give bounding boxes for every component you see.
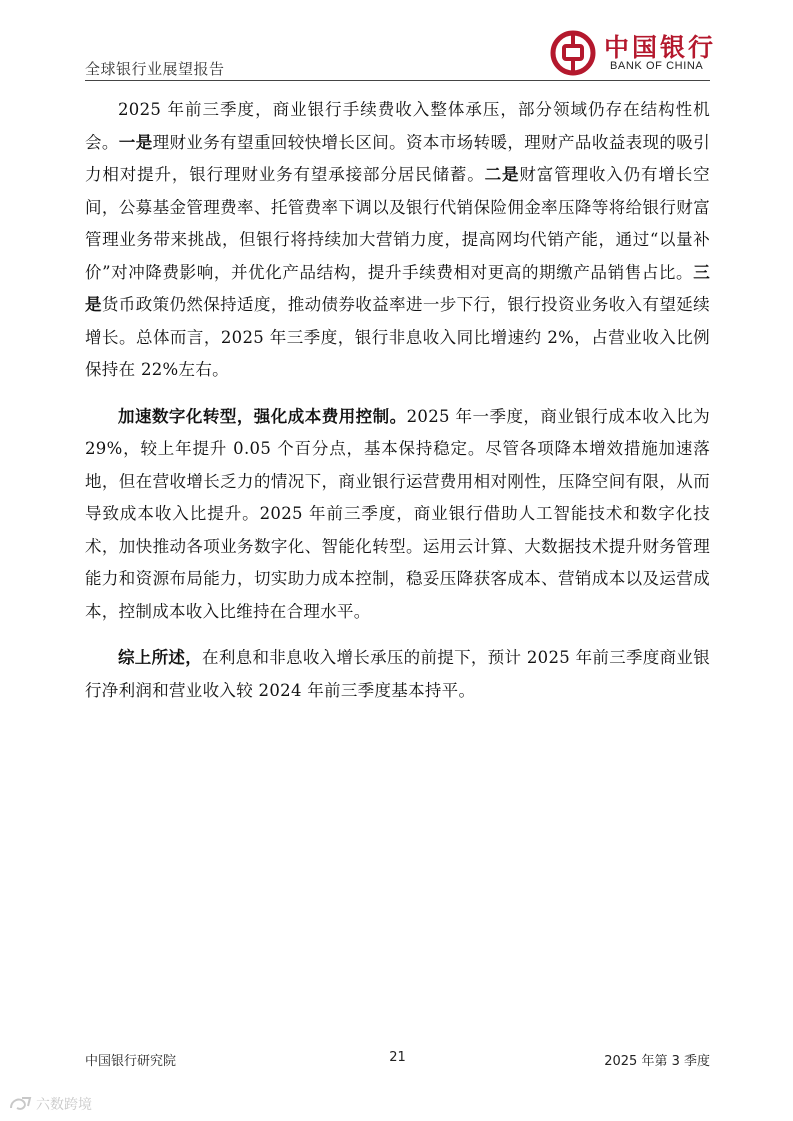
paragraph-text: 财富管理收入仍有增长空间，公募基金管理费率、托管费率下调以及银行代销保险佣金率压降等将给银行财富管理业务带来挑战，但银行将持续加大营销力度，提高网均代销产能，通过“以量补价”对冲降费影响，并优化产品结构，提升手续费相对更高的期缴产品销售占比。 xyxy=(85,165,710,282)
watermark-logo-icon xyxy=(8,1094,34,1114)
logo-chinese-name: 中国银行 xyxy=(604,33,717,62)
point-one-label: 一是 xyxy=(118,132,153,152)
footer-institution: 中国银行研究院 xyxy=(85,1054,177,1069)
paragraph-text: 2025 年一季度，商业银行成本收入比为 29%，较上年提升 0.05 个百分点，基本保持稳定。尽管各项降本增效措施加速落地，但在营收增长乏力的情况下，商业银行运营费用相对刚性，压降空间有限，从而导致成本收入比提升。2025 年前三季度，商业银行借助人工智能技术和数字化技术，加快推动各项业务数字化、智能化转型。运用云计算、大数据技术提升财务管理能力和资源布局能力，切实助力成本控制，稳妥压降获客成本、营销成本以及运营成本，控制成本收入比维持在合理水平。 xyxy=(85,406,710,621)
paragraph-text: 理财业务有望重回较快增长区间。资本市场转暖，理财产品收益表现的吸引力相对提升，银行理财业务有望承接部分居民储蓄。 xyxy=(85,132,710,184)
report-title: 全球银行业展望报告 xyxy=(85,60,225,78)
paragraph-text: 货币政策仍然保持适度，推动债券收益率进一步下行，银行投资业务收入有望延续增长。总体而言，2025 年三季度，银行非息收入同比增速约 2%，占营业收入比例保持在 22%左右。 xyxy=(85,295,710,379)
paragraph-fee-income xyxy=(85,94,710,387)
paragraph-text: 在利息和非息收入增长承压的前提下，预计 2025 年前三季度商业银行净利润和营业收入较 2024 年前三季度基本持平。 xyxy=(85,648,711,700)
page-header xyxy=(85,20,717,80)
paragraph-heading: 综上所述， xyxy=(118,648,203,667)
paragraph-heading: 加速数字化转型，强化成本费用控制。 xyxy=(118,406,407,426)
point-two-label: 二是 xyxy=(484,165,520,184)
body-content xyxy=(85,94,710,721)
bank-of-china-logo-icon xyxy=(550,30,596,76)
header-divider xyxy=(85,80,710,81)
paragraph-cost-control xyxy=(85,401,710,629)
footer-period: 2025 年第 3 季度 xyxy=(604,1054,710,1069)
bank-logo xyxy=(550,28,717,78)
point-three-label: 三是 xyxy=(85,262,710,314)
watermark xyxy=(8,1094,92,1118)
paragraph-text: 2025 年前三季度，商业银行手续费收入整体承压，部分领域仍存在结构性机会。 xyxy=(85,100,710,152)
page-number: 21 xyxy=(389,1050,406,1065)
paragraph-summary xyxy=(85,642,710,707)
logo-english-name: BANK OF CHINA xyxy=(610,60,704,72)
page-footer xyxy=(85,1050,710,1070)
watermark-text: 六数跨境 xyxy=(36,1097,92,1113)
